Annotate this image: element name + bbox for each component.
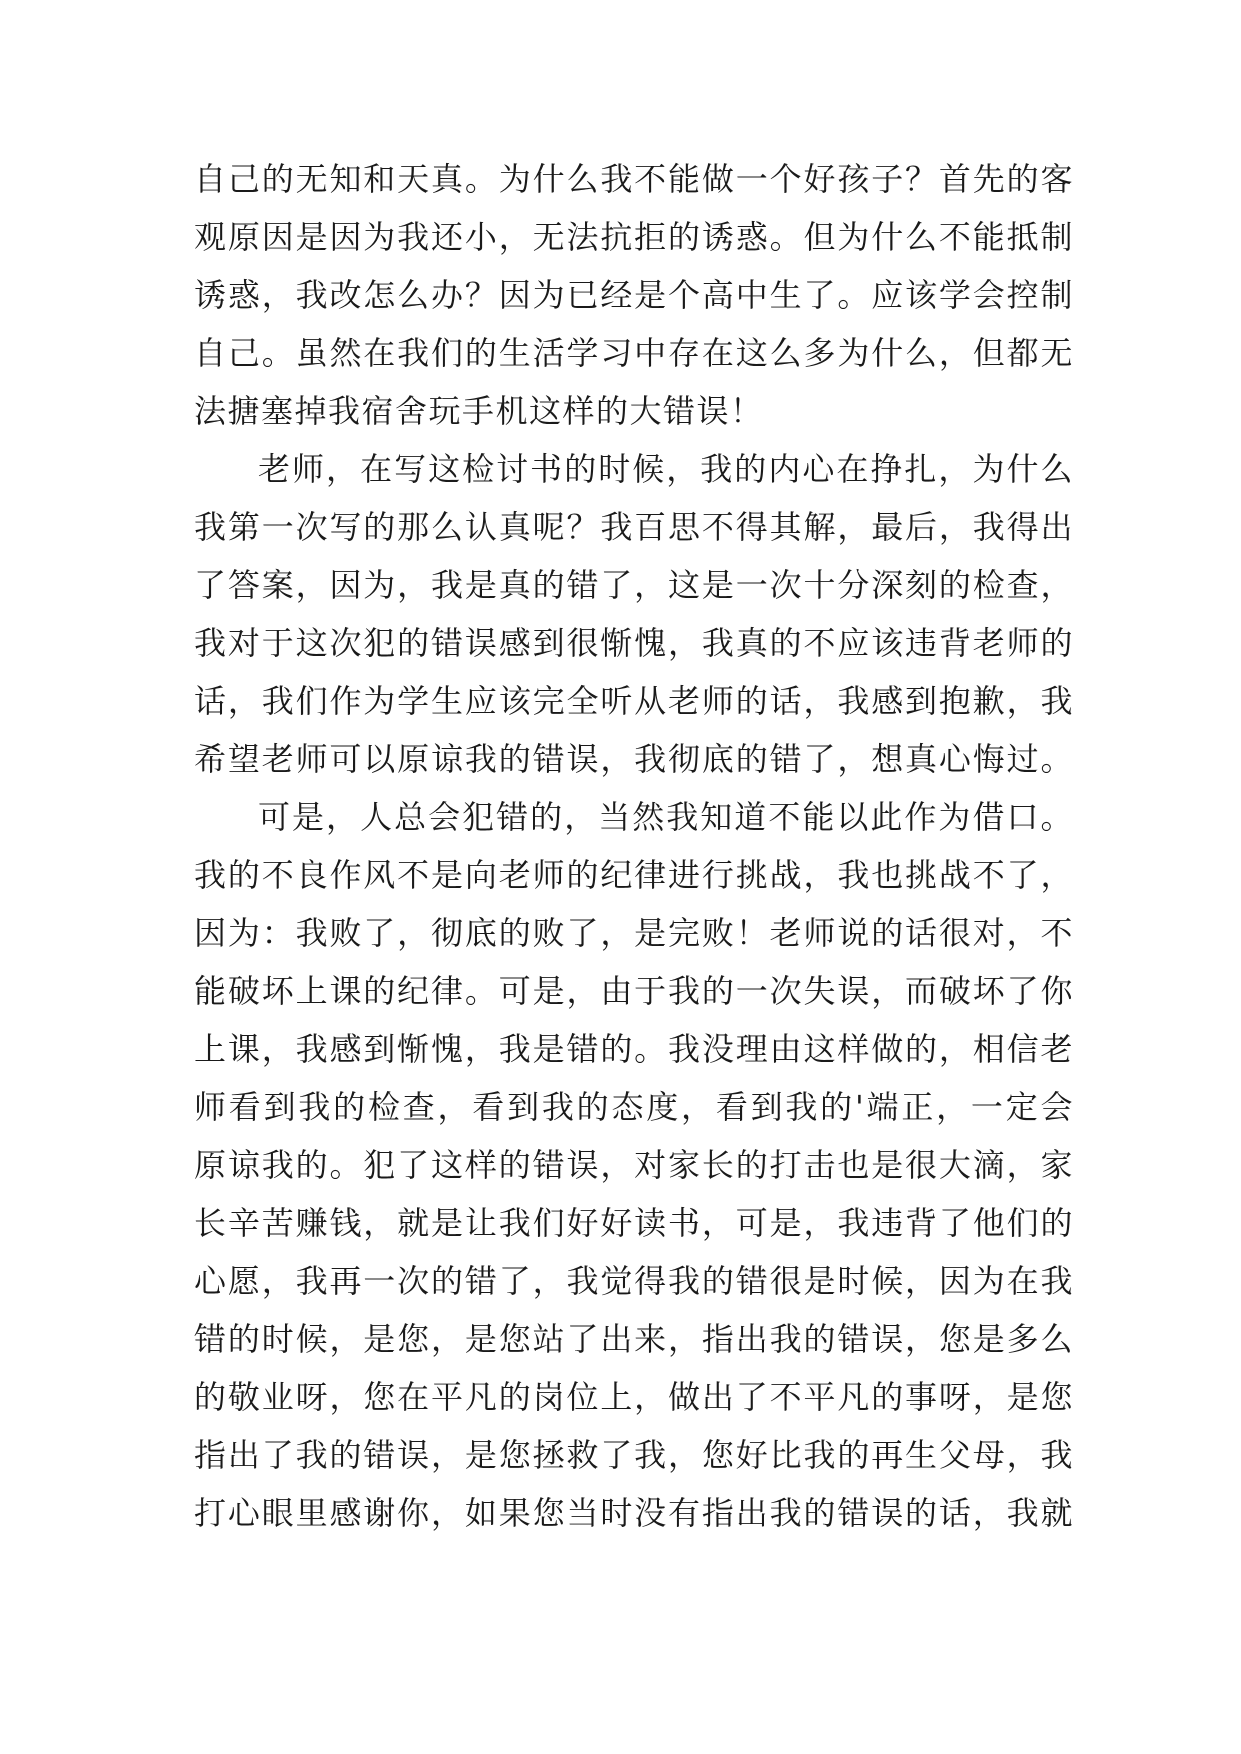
text-line: 自己。虽然在我们的生活学习中存在这么多为什么，但都无 (194, 334, 1074, 372)
text-line: 原谅我的。犯了这样的错误，对家长的打击也是很大滴，家 (194, 1146, 1074, 1184)
text-line: 观原因是因为我还小，无法抗拒的诱惑。但为什么不能抵制 (194, 218, 1074, 256)
text-line: 我的不良作风不是向老师的纪律进行挑战，我也挑战不了， (194, 856, 1074, 894)
text-line: 指出了我的错误，是您拯救了我，您好比我的再生父母，我 (194, 1436, 1074, 1474)
text-line: 打心眼里感谢你，如果您当时没有指出我的错误的话，我就 (194, 1494, 1074, 1532)
text-line: 错的时候，是您，是您站了出来，指出我的错误，您是多么 (194, 1320, 1074, 1358)
text-line: 上课，我感到惭愧，我是错的。我没理由这样做的，相信老 (194, 1030, 1074, 1068)
text-line: 能破坏上课的纪律。可是，由于我的一次失误，而破坏了你 (194, 972, 1074, 1010)
document-body (194, 150, 1074, 1542)
text-line: 师看到我的检查，看到我的态度，看到我的'端正，一定会 (194, 1088, 1074, 1126)
text-line: 自己的无知和天真。为什么我不能做一个好孩子？首先的客 (194, 160, 1074, 198)
text-line: 我对于这次犯的错误感到很惭愧，我真的不应该违背老师的 (194, 624, 1074, 662)
text-line: 因为：我败了，彻底的败了，是完败！老师说的话很对，不 (194, 914, 1074, 952)
text-line: 希望老师可以原谅我的错误，我彻底的错了，想真心悔过。 (194, 740, 1074, 778)
text-line: 我第一次写的那么认真呢？我百思不得其解，最后，我得出 (194, 508, 1074, 546)
text-line: 诱惑，我改怎么办？因为已经是个高中生了。应该学会控制 (194, 276, 1074, 314)
text-line: 可是，人总会犯错的，当然我知道不能以此作为借口。 (258, 798, 1074, 836)
text-line: 心愿，我再一次的错了，我觉得我的错很是时候，因为在我 (194, 1262, 1074, 1300)
text-line: 老师，在写这检讨书的时候，我的内心在挣扎，为什么 (258, 450, 1074, 488)
text-line: 了答案，因为，我是真的错了，这是一次十分深刻的检查， (194, 566, 1074, 604)
text-line: 法搪塞掉我宿舍玩手机这样的大错误！ (194, 392, 764, 430)
text-line: 的敬业呀，您在平凡的岗位上，做出了不平凡的事呀，是您 (194, 1378, 1074, 1416)
text-line: 长辛苦赚钱，就是让我们好好读书，可是，我违背了他们的 (194, 1204, 1074, 1242)
text-line: 话，我们作为学生应该完全听从老师的话，我感到抱歉，我 (194, 682, 1074, 720)
